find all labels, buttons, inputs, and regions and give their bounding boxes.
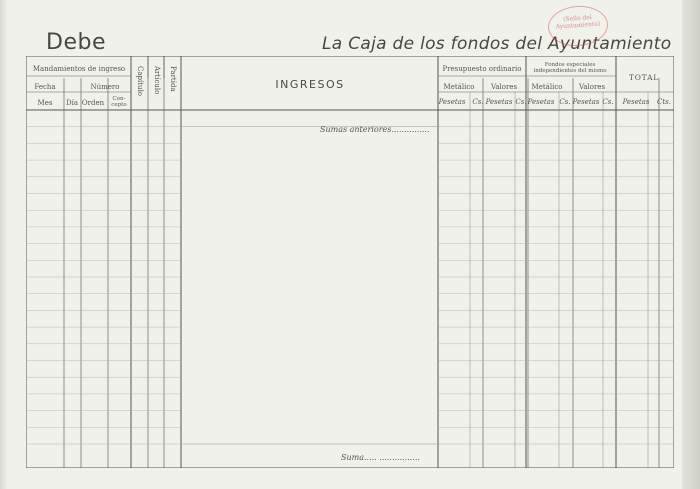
presupuesto-metalico-pesetas: Pesetas xyxy=(438,98,466,106)
fondos-metalico-header: Metálico xyxy=(531,83,563,91)
presupuesto-header: Presupuesto ordinario xyxy=(442,65,522,73)
fondos-valores-pesetas: Pesetas xyxy=(572,98,600,106)
seal-text: (Sello del Ayuntamiento) xyxy=(555,14,601,31)
sumas-anteriores-text: Sumas anteriores xyxy=(320,125,392,134)
articulo-header: Artículo xyxy=(153,66,161,95)
capitulo-header: Capítulo xyxy=(136,66,144,97)
page-title-debe: Debe xyxy=(46,30,106,55)
presupuesto-valores-cts: Cs. xyxy=(515,98,527,106)
ledger-table xyxy=(26,56,674,468)
ingresos-header: INGRESOS xyxy=(275,78,345,91)
dia-header: Día xyxy=(65,99,79,107)
partida-header: Partida xyxy=(169,66,177,92)
presupuesto-valores-pesetas: Pesetas xyxy=(485,98,513,106)
presupuesto-valores-header: Valores xyxy=(490,83,518,91)
presupuesto-metalico-header: Metálico xyxy=(443,83,475,91)
total-cts: Cts. xyxy=(657,98,671,106)
sumas-anteriores-leader: ............... xyxy=(391,125,430,134)
numero-header: Número xyxy=(90,83,120,91)
mes-header: Mes xyxy=(37,99,53,107)
sumas-anteriores-label xyxy=(320,125,430,134)
presupuesto-metalico-cts: Cs. xyxy=(472,98,484,106)
suma-label xyxy=(341,453,420,462)
suma-text: Suma xyxy=(341,453,364,462)
orden-header: Orden xyxy=(81,99,105,107)
fondos-metalico-pesetas: Pesetas xyxy=(527,98,555,106)
fondos-metalico-cts: Cs. xyxy=(559,98,571,106)
fondos-valores-cts: Cs. xyxy=(602,98,614,106)
suma-leader: ..... ................ xyxy=(364,453,420,462)
total-pesetas: Pesetas xyxy=(622,98,650,106)
total-header: TOTAL xyxy=(628,73,660,82)
fondos-valores-header: Valores xyxy=(578,83,606,91)
page-title-caja: La Caja de los fondos del Ayuntamiento xyxy=(322,34,672,54)
page-binding-shadow xyxy=(0,0,8,489)
page-edge xyxy=(682,0,700,489)
fecha-header: Fecha xyxy=(34,83,56,91)
mandamientos-header: Mandamientos de ingreso xyxy=(32,65,126,73)
fondos-header-line2: independientes del mismo xyxy=(533,68,607,74)
ledger-grid xyxy=(26,56,674,468)
concepto-header: Con-cepto xyxy=(111,96,127,108)
fondos-header-line1: Fondos especiales xyxy=(544,62,596,68)
